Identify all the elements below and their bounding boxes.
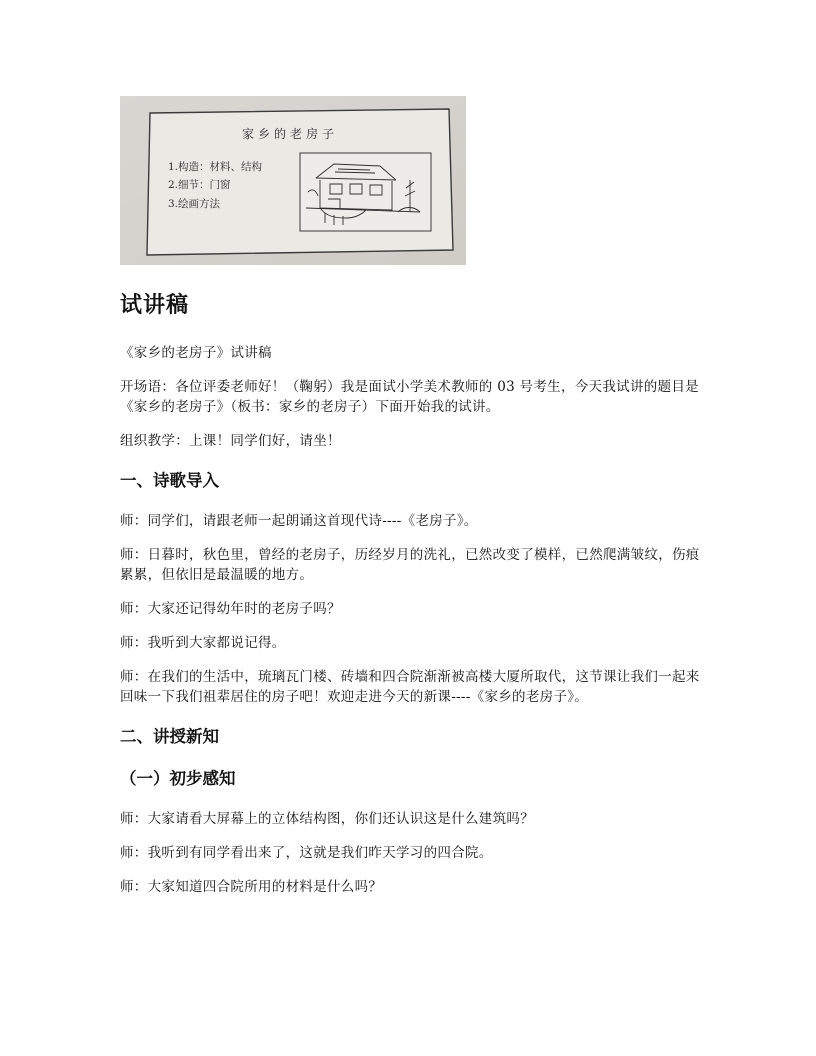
subsection-1-paragraph: 师：大家知道四合院所用的材料是什么吗？ [120,879,383,895]
handwritten-item-3: 3.绘画方法 [168,198,221,210]
document-page [120,96,710,897]
section-1-paragraph: 师：在我们的生活中，琉璃瓦门楼、砖墙和四合院渐渐被高楼大厦所取代，这节课让我们一起来回味一下我们祖辈居住的房子吧！欢迎走进今天的新课----《家乡的老房子》。 [120,669,700,705]
document-heading: 试讲稿 [120,293,190,318]
handwritten-item-1: 1.构造：材料、结构 [168,161,263,173]
handwritten-title: 家乡的老房子 [242,127,339,141]
opening-paragraph: 开场语：各位评委老师好！（鞠躬）我是面试小学美术教师的 03 号考生，今天我试讲的题目是《家乡的老房子》（板书：家乡的老房子）下面开始我的试讲。 [120,379,699,415]
section-1-title: 一、诗歌导入 [120,471,219,490]
organize-paragraph: 组织教学：上课！同学们好，请坐！ [120,433,341,449]
section-1-paragraph: 师：大家还记得幼年时的老房子吗？ [120,601,341,617]
subsection-1-paragraph: 师：我听到有同学看出来了，这就是我们昨天学习的四合院。 [120,845,493,861]
handwritten-item-2: 2.细节：门窗 [168,179,231,191]
section-1-paragraph: 师：日暮时，秋色里，曾经的老房子，历经岁月的洗礼，已然改变了模样，已然爬满皱纹，伤痕累累，但依旧是最温暖的地方。 [120,547,700,583]
lecture-subtitle: 《家乡的老房子》试讲稿 [120,345,272,361]
section-2-title: 二、讲授新知 [120,727,219,746]
section-1-paragraph: 师：我听到大家都说记得。 [120,635,286,651]
section-1-paragraph: 师：同学们，请跟老师一起朗诵这首现代诗----《老房子》。 [120,513,478,529]
blackboard-photo [120,96,466,265]
board-sketch-image [120,96,466,265]
subsection-1-paragraph: 师：大家请看大屏幕上的立体结构图，你们还认识这是什么建筑吗？ [120,811,534,827]
subsection-1-title: （一）初步感知 [120,769,236,788]
